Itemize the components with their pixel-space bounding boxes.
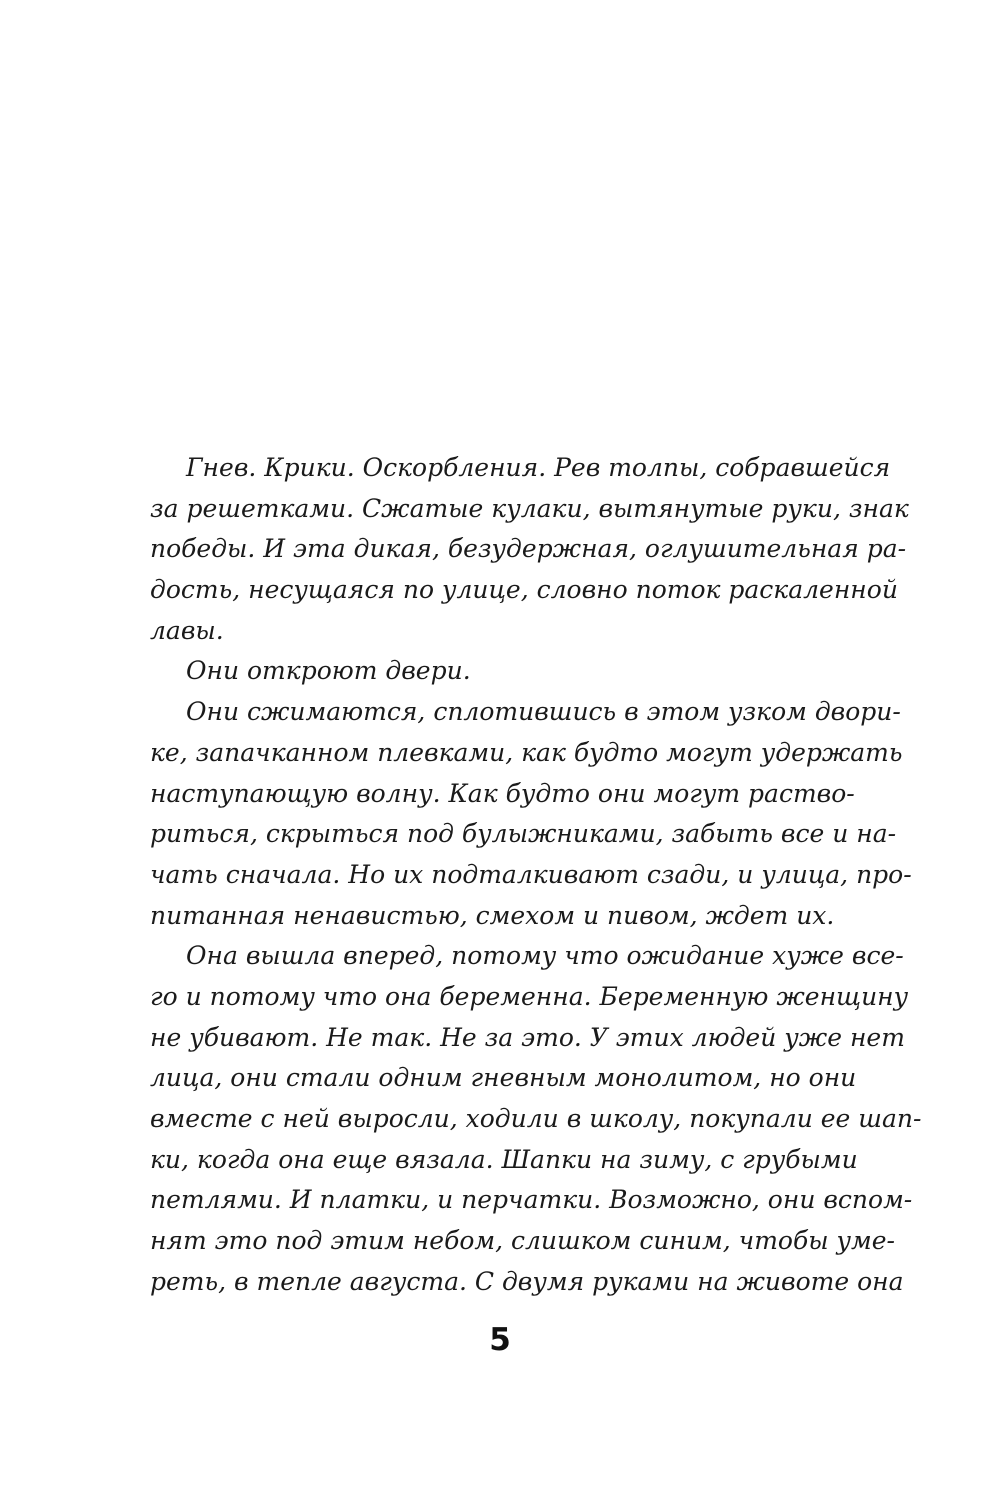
- text-line: питанная ненавистью, смехом и пивом, ждет их.: [150, 900, 835, 930]
- text-line: Она вышла вперед, потому что ожидание хуже все-: [186, 941, 904, 971]
- text-line: риться, скрыться под булыжниками, забыть все и на-: [150, 819, 897, 849]
- page-number: 5: [489, 1322, 511, 1358]
- text-line: Они сжимаются, сплотившись в этом узком двори-: [186, 697, 901, 727]
- text-line: чать сначала. Но их подталкивают сзади, и улица, про-: [150, 859, 912, 889]
- text-line: дость, несущаяся по улице, словно поток раскаленной: [150, 575, 898, 605]
- text-line: го и потому что она беременна. Беременную женщину: [150, 981, 909, 1011]
- text-line: ки, когда она еще вязала. Шапки на зиму, с грубыми: [150, 1144, 858, 1174]
- text-line: лавы.: [150, 615, 224, 645]
- text-line: нят это под этим небом, слишком синим, чтобы уме-: [150, 1226, 895, 1256]
- text-line: наступающую волну. Как будто они могут раство-: [150, 778, 855, 808]
- text-line: реть, в тепле августа. С двумя руками на животе она: [150, 1266, 904, 1296]
- text-line: победы. И эта дикая, безудержная, оглушительная ра-: [150, 534, 907, 564]
- body-text: [150, 448, 922, 1302]
- text-line: за решетками. Сжатые кулаки, вытянутые руки, знак: [150, 493, 909, 523]
- text-line: петлями. И платки, и перчатки. Возможно, они вспом-: [150, 1185, 913, 1215]
- text-line: не убивают. Не так. Не за это. У этих людей уже нет: [150, 1022, 905, 1052]
- text-line: Гнев. Крики. Оскорбления. Рев толпы, собравшейся: [186, 453, 891, 482]
- text-line: Они откроют двери.: [186, 656, 471, 686]
- text-line: лица, они стали одним гневным монолитом, но они: [150, 1063, 857, 1093]
- text-line: вместе с ней выросли, ходили в школу, покупали ее шап-: [150, 1104, 922, 1133]
- text-line: ке, запачканном плевками, как будто могут удержать: [150, 737, 903, 767]
